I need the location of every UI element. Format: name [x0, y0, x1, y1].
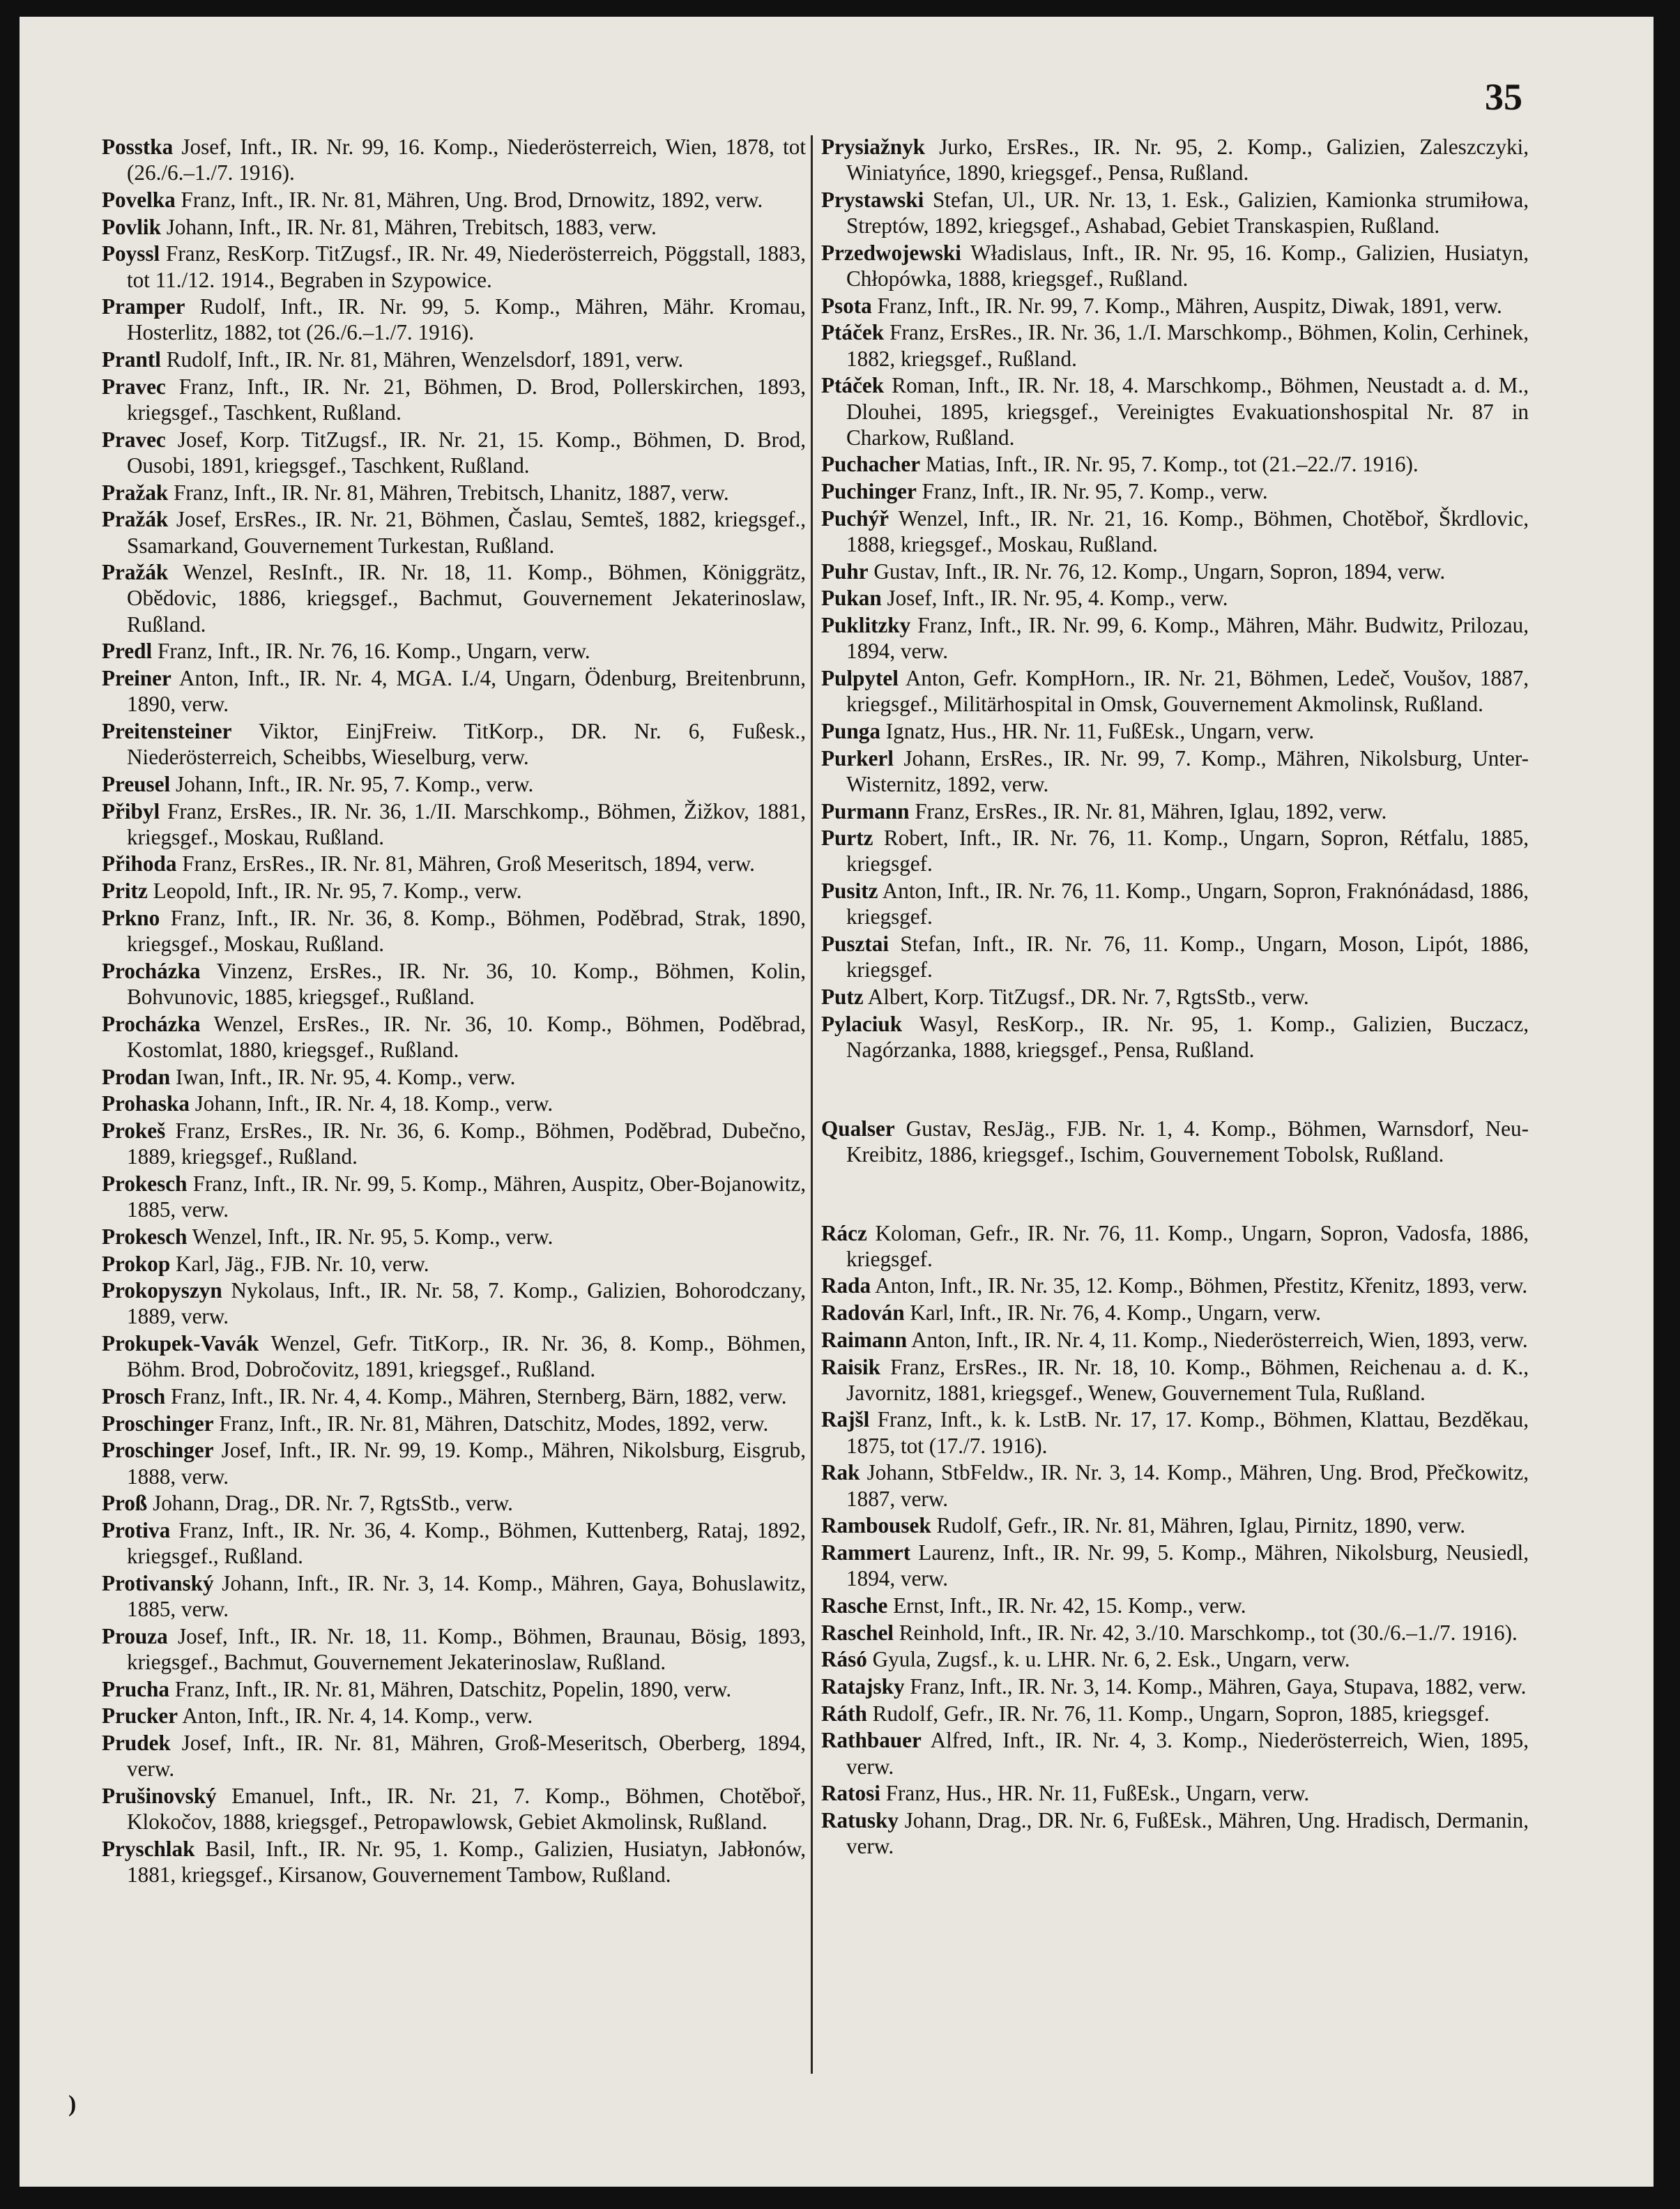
register-entry — [102, 1091, 806, 1116]
entry-surname: Radován — [821, 1300, 905, 1326]
entry-surname: Preitensteiner — [102, 718, 232, 743]
entry-surname: Proß — [102, 1491, 148, 1516]
register-entry — [102, 187, 806, 213]
register-entry — [821, 825, 1529, 876]
register-entry — [821, 1354, 1529, 1406]
entry-surname: Prucha — [102, 1676, 170, 1701]
entry-surname: Puhr — [821, 559, 869, 584]
register-entry — [102, 1011, 806, 1063]
entry-details: Rudolf, Inft., IR. Nr. 81, Mähren, Wenzelsdorf, 1891, verw. — [160, 347, 684, 372]
entry-surname: Rasche — [821, 1593, 888, 1618]
entry-surname: Pravec — [102, 374, 166, 399]
register-entry — [821, 134, 1529, 185]
entry-surname: Povelka — [102, 187, 176, 212]
register-entry — [821, 1701, 1529, 1726]
entry-details: Gyula, Zugsf., k. u. LHR. Nr. 6, 2. Esk., Ungarn, verw. — [866, 1647, 1350, 1672]
entry-details: Albert, Korp. TitZugsf., DR. Nr. 7, RgtsStb., verw. — [863, 985, 1309, 1009]
register-entry — [821, 1807, 1529, 1859]
register-entry — [821, 478, 1529, 504]
entry-surname: Predl — [102, 639, 153, 664]
entry-details: Anton, Inft., IR. Nr. 4, 14. Komp., verw. — [178, 1703, 533, 1729]
register-entry — [821, 451, 1529, 477]
register-entry — [102, 1623, 806, 1675]
entry-details: Johann, Drag., DR. Nr. 6, FußEsk., Mähren, Ung. Hradisch, Dermanin, verw. — [846, 1807, 1529, 1859]
register-entry — [102, 1517, 806, 1569]
entry-surname: Procházka — [102, 958, 201, 983]
entry-details: Wasyl, ResKorp., IR. Nr. 95, 1. Komp., Galizien, Buczacz, Nagórzanka, 1888, kriegsgef., Pensa, Rußland. — [846, 1011, 1529, 1062]
register-entry — [821, 745, 1529, 797]
entry-surname: Prokupek-Vavák — [102, 1331, 259, 1356]
entry-surname: Rada — [821, 1273, 871, 1298]
entry-surname: Preiner — [102, 666, 171, 691]
entry-details: Franz, Inft., k. k. LstB. Nr. 17, 17. Komp., Böhmen, Klattau, Bezděkau, 1875, tot (17./7. 1916). — [846, 1407, 1529, 1458]
register-entry — [102, 559, 806, 637]
entry-details: Franz, Inft., IR. Nr. 81, Mähren, Datschitz, Popelin, 1890, verw. — [169, 1676, 732, 1701]
entry-surname: Punga — [821, 718, 880, 743]
register-entry — [821, 187, 1529, 238]
register-entry — [821, 1273, 1529, 1298]
register-entry — [102, 851, 806, 876]
entry-details: Franz, Inft., IR. Nr. 99, 6. Komp., Mähren, Mähr. Budwitz, Prilozau, 1894, verw. — [846, 613, 1529, 664]
register-entry — [102, 1437, 806, 1489]
register-entry — [102, 1570, 806, 1622]
register-entry — [102, 665, 806, 717]
entry-details: Vinzenz, ErsRes., IR. Nr. 36, 10. Komp., Böhmen, Kolin, Bohvunovic, 1885, kriegsgef., Rußland. — [127, 958, 806, 1009]
entry-details: Basil, Inft., IR. Nr. 95, 1. Komp., Galizien, Husiatyn, Jabłonów, 1881, kriegsgef., Kirsanow, Gouvernement Tambow, Rußland. — [127, 1837, 806, 1888]
entry-surname: Prucker — [102, 1703, 178, 1729]
entry-details: Stefan, Ul., UR. Nr. 13, 1. Esk., Galizien, Kamionka strumiłowa, Streptów, 1892, kriegsgef., Ashabad, Gebiet Transkaspien, Rußland. — [846, 187, 1529, 238]
entry-surname: Poyssl — [102, 241, 160, 266]
entry-surname: Prušinovský — [102, 1784, 217, 1809]
entry-surname: Prokop — [102, 1251, 171, 1276]
entry-details: Franz, Inft., IR. Nr. 3, 14. Komp., Mähren, Gaya, Stupava, 1882, verw. — [904, 1673, 1527, 1699]
entry-surname: Qualser — [821, 1116, 895, 1141]
entry-surname: Protiva — [102, 1518, 171, 1543]
entry-details: Wenzel, Inft., IR. Nr. 21, 16. Komp., Böhmen, Chotěboř, Škrdlovic, 1888, kriegsgef., Moskau, Rußland. — [846, 506, 1529, 557]
entry-surname: Rácz — [821, 1220, 867, 1245]
margin-mark: ) — [68, 2091, 77, 2117]
entry-surname: Ráth — [821, 1701, 867, 1726]
register-entry — [102, 1490, 806, 1516]
entry-surname: Ratosi — [821, 1781, 880, 1806]
register-entry — [102, 374, 806, 425]
entry-details: Stefan, Inft., IR. Nr. 76, 11. Komp., Ungarn, Moson, Lipót, 1886, kriegsgef. — [846, 932, 1529, 982]
entry-surname: Rathbauer — [821, 1728, 922, 1753]
entry-details: Wenzel, ErsRes., IR. Nr. 36, 10. Komp., Böhmen, Poděbrad, Kostomlat, 1880, kriegsgef., Rußland. — [127, 1011, 806, 1062]
entry-surname: Rammert — [821, 1540, 911, 1565]
entry-surname: Raschel — [821, 1620, 894, 1645]
entry-details: Karl, Inft., IR. Nr. 76, 4. Komp., Ungarn, verw. — [904, 1300, 1321, 1326]
entry-surname: Puchýř — [821, 506, 889, 531]
entry-details: Johann, StbFeldw., IR. Nr. 3, 14. Komp., Mähren, Ung. Brod, Přečkowitz, 1887, verw. — [846, 1460, 1529, 1511]
entry-details: Josef, ErsRes., IR. Nr. 21, Böhmen, Časlau, Semteš, 1882, kriegsgef., Ssamarkand, Gouvernement Turkestan, Rußland. — [127, 507, 806, 558]
entry-surname: Pravec — [102, 427, 166, 452]
entry-details: Koloman, Gefr., IR. Nr. 76, 11. Komp., Ungarn, Sopron, Vadosfa, 1886, kriegsgef. — [846, 1220, 1529, 1271]
register-entry — [821, 1620, 1529, 1646]
entry-details: Ignatz, Hus., HR. Nr. 11, FußEsk., Ungarn, verw. — [880, 718, 1315, 743]
entry-details: Ernst, Inft., IR. Nr. 42, 15. Komp., verw. — [887, 1593, 1246, 1618]
entry-surname: Rajšl — [821, 1407, 870, 1432]
entry-details: Franz, Inft., IR. Nr. 36, 8. Komp., Böhmen, Poděbrad, Strak, 1890, kriegsgef., Moskau, Rußland. — [127, 905, 806, 957]
entry-details: Emanuel, Inft., IR. Nr. 21, 7. Komp., Böhmen, Chotěboř, Klokočov, 1888, kriegsgef., Petropawlowsk, Gebiet Akmolinsk, Rußland. — [127, 1784, 806, 1835]
register-entry — [821, 1540, 1529, 1591]
entry-details: Franz, Hus., HR. Nr. 11, FußEsk., Ungarn, verw. — [880, 1781, 1310, 1806]
register-entry — [821, 559, 1529, 584]
register-entry — [102, 1383, 806, 1409]
register-entry — [821, 1327, 1529, 1353]
entry-details: Nykolaus, Inft., IR. Nr. 58, 7. Komp., Galizien, Bohorodczany, 1889, verw. — [127, 1278, 806, 1329]
entry-details: Franz, Inft., IR. Nr. 36, 4. Komp., Böhmen, Kuttenberg, Rataj, 1892, kriegsgef., Rußland. — [127, 1518, 806, 1569]
register-entry — [102, 1836, 806, 1888]
entry-details: Anton, Gefr. KompHorn., IR. Nr. 21, Böhmen, Ledeč, Voušov, 1887, kriegsgef., Militärhospital in Omsk, Gouvernement Akmolinsk, Rußland. — [846, 666, 1529, 717]
register-entry — [821, 1727, 1529, 1779]
entry-surname: Prokesch — [102, 1224, 188, 1249]
entry-details: Rudolf, Gefr., IR. Nr. 81, Mähren, Iglau, Pirnitz, 1890, verw. — [931, 1513, 1465, 1538]
entry-details: Roman, Inft., IR. Nr. 18, 4. Marschkomp., Böhmen, Neustadt a. d. M., Dlouhei, 1895, kriegsgef., Vereinigtes Evakuationshospital Nr. 87 in Charkow, Rußland. — [846, 373, 1529, 450]
entry-details: Iwan, Inft., IR. Nr. 95, 4. Komp., verw. — [170, 1064, 516, 1089]
entry-details: Karl, Jäg., FJB. Nr. 10, verw. — [170, 1251, 429, 1276]
register-entry — [821, 718, 1529, 744]
entry-surname: Pusztai — [821, 932, 889, 957]
entry-details: Gustav, Inft., IR. Nr. 76, 12. Komp., Ungarn, Sopron, 1894, verw. — [868, 559, 1446, 584]
register-entry — [821, 798, 1529, 824]
entry-details: Wenzel, Gefr. TitKorp., IR. Nr. 36, 8. Komp., Böhmen, Böhm. Brod, Dobročovitz, 1891, kriegsgef., Rußland. — [127, 1331, 806, 1382]
register-entry — [102, 347, 806, 372]
register-entry — [102, 1171, 806, 1222]
entry-details: Josef, Korp. TitZugsf., IR. Nr. 21, 15. Komp., Böhmen, D. Brod, Ousobi, 1891, kriegsgef., Taschkent, Rußland. — [127, 427, 806, 478]
entry-details: Franz, Inft., IR. Nr. 81, Mähren, Trebitsch, Lhanitz, 1887, verw. — [168, 480, 729, 505]
entry-surname: Puklitzky — [821, 613, 911, 638]
entry-details: Franz, ErsRes., IR. Nr. 18, 10. Komp., Böhmen, Reichenau a. d. K., Javornitz, 1881, kriegsgef., Wenew, Gouvernement Tula, Rußland. — [846, 1354, 1529, 1405]
entry-surname: Prodan — [102, 1064, 171, 1089]
entry-surname: Pukan — [821, 586, 882, 611]
entry-surname: Prokopyszyn — [102, 1278, 222, 1303]
entry-details: Gustav, ResJäg., FJB. Nr. 1, 4. Komp., Böhmen, Warnsdorf, Neu-Kreibitz, 1886, kriegsgef., Ischim, Gouvernement Tobolsk, Rußland. — [846, 1116, 1529, 1167]
entry-surname: Prokesch — [102, 1171, 188, 1196]
entry-details: Franz, Inft., IR. Nr. 81, Mähren, Ung. Brod, Drnowitz, 1892, verw. — [175, 187, 763, 212]
register-entry — [821, 1220, 1529, 1272]
register-entry — [102, 1064, 806, 1090]
register-entry — [102, 427, 806, 478]
register-entry — [821, 931, 1529, 982]
register-entry — [102, 718, 806, 770]
register-entry — [821, 665, 1529, 717]
register-entry — [821, 1300, 1529, 1326]
entry-surname: Pražak — [102, 480, 169, 505]
entry-details: Władislaus, Inft., IR. Nr. 95, 16. Komp., Galizien, Husiatyn, Chłopówka, 1888, kriegsgef., Rußland. — [846, 240, 1529, 291]
entry-details: Josef, Inft., IR. Nr. 18, 11. Komp., Böhmen, Braunau, Bösig, 1893, kriegsgef., Bachmut, Gouvernement Jekaterinoslaw, Rußland. — [127, 1623, 806, 1675]
register-entry — [821, 1512, 1529, 1538]
entry-details: Johann, Inft., IR. Nr. 3, 14. Komp., Mähren, Gaya, Bohuslawitz, 1885, verw. — [127, 1570, 806, 1622]
entry-surname: Přihoda — [102, 851, 177, 876]
entry-details: Franz, Inft., IR. Nr. 81, Mähren, Datschitz, Modes, 1892, verw. — [213, 1411, 769, 1436]
entry-details: Johann, Inft., IR. Nr. 95, 7. Komp., verw. — [170, 771, 534, 796]
entry-surname: Procházka — [102, 1011, 201, 1036]
entry-surname: Ratajsky — [821, 1673, 905, 1699]
register-entry — [102, 1118, 806, 1169]
entry-surname: Ratusky — [821, 1807, 899, 1832]
entry-details: Robert, Inft., IR. Nr. 76, 11. Komp., Ungarn, Sopron, Rétfalu, 1885, kriegsgef. — [846, 826, 1529, 876]
entry-surname: Prystawski — [821, 187, 924, 212]
register-entry — [102, 1676, 806, 1702]
register-entry — [821, 1593, 1529, 1618]
entry-details: Anton, Inft., IR. Nr. 4, MGA. I./4, Ungarn, Ödenburg, Breitenbrunn, 1890, verw. — [127, 666, 806, 717]
entry-surname: Purkerl — [821, 745, 894, 771]
section-gap — [821, 1064, 1529, 1116]
entry-surname: Prkno — [102, 905, 160, 930]
entry-surname: Proschinger — [102, 1411, 214, 1436]
entry-surname: Prohaska — [102, 1091, 190, 1116]
register-entry — [102, 214, 806, 240]
register-entry — [102, 798, 806, 850]
entry-details: Johann, Drag., DR. Nr. 7, RgtsStb., verw. — [147, 1491, 513, 1516]
section-gap — [821, 1169, 1529, 1220]
entry-surname: Pramper — [102, 294, 185, 319]
entry-details: Laurenz, Inft., IR. Nr. 99, 5. Komp., Mähren, Nikolsburg, Neusiedl, 1894, verw. — [846, 1540, 1529, 1591]
entry-details: Franz, Inft., IR. Nr. 21, Böhmen, D. Brod, Pollerskirchen, 1893, kriegsgef., Taschkent, Rußland. — [127, 374, 806, 425]
register-entry — [821, 1459, 1529, 1511]
entry-surname: Ptáček — [821, 320, 885, 345]
register-entry — [102, 1277, 806, 1329]
entry-details: Johann, Inft., IR. Nr. 4, 18. Komp., verw. — [189, 1091, 553, 1116]
register-entry — [821, 585, 1529, 611]
left-column — [102, 134, 806, 1889]
entry-surname: Przedwojewski — [821, 240, 961, 265]
register-entry — [102, 771, 806, 797]
register-entry — [102, 506, 806, 558]
entry-surname: Rambousek — [821, 1513, 931, 1538]
entry-details: Josef, Inft., IR. Nr. 99, 19. Komp., Mähren, Nikolsburg, Eisgrub, 1888, verw. — [127, 1438, 806, 1489]
entry-surname: Pražák — [102, 507, 169, 532]
register-entry — [102, 958, 806, 1010]
entry-details: Franz, ErsRes., IR. Nr. 36, 1./II. Marschkomp., Böhmen, Žižkov, 1881, kriegsgef., Moskau, Rußland. — [127, 798, 806, 849]
entry-surname: Ptáček — [821, 373, 885, 398]
register-entry — [102, 134, 806, 185]
entry-surname: Rak — [821, 1460, 860, 1485]
register-entry — [821, 506, 1529, 557]
entry-surname: Purmann — [821, 798, 910, 823]
entry-details: Franz, Inft., IR. Nr. 99, 7. Komp., Mähren, Auspitz, Diwak, 1891, verw. — [871, 293, 1502, 318]
column-divider — [811, 135, 813, 2074]
entry-surname: Psota — [821, 293, 872, 318]
register-entry — [102, 1783, 806, 1835]
entry-details: Viktor, EinjFreiw. TitKorp., DR. Nr. 6, Fußesk., Niederösterreich, Scheibbs, Wieselburg, verw. — [127, 718, 806, 770]
register-entry — [821, 612, 1529, 664]
entry-surname: Raisik — [821, 1354, 880, 1379]
entry-details: Josef, Inft., IR. Nr. 95, 4. Komp., verw. — [881, 586, 1228, 611]
entry-surname: Raimann — [821, 1327, 908, 1352]
entry-details: Johann, Inft., IR. Nr. 81, Mähren, Trebitsch, 1883, verw. — [160, 214, 657, 239]
register-entry — [821, 1406, 1529, 1458]
entry-surname: Proschinger — [102, 1438, 214, 1463]
register-entry — [102, 1224, 806, 1250]
register-entry — [102, 1730, 806, 1782]
register-entry — [102, 241, 806, 292]
entry-details: Anton, Inft., IR. Nr. 35, 12. Komp., Böhmen, Přestitz, Křenitz, 1893, verw. — [871, 1273, 1528, 1298]
entry-surname: Pylaciuk — [821, 1011, 903, 1036]
entry-surname: Putz — [821, 985, 864, 1009]
entry-surname: Pritz — [102, 879, 148, 904]
entry-details: Reinhold, Inft., IR. Nr. 42, 3./10. Marschkomp., tot (30./6.–1./7. 1916). — [893, 1620, 1518, 1645]
register-entry — [821, 1673, 1529, 1699]
entry-details: Franz, Inft., IR. Nr. 4, 4. Komp., Mähren, Sternberg, Bärn, 1882, verw. — [165, 1384, 787, 1409]
register-entry — [102, 1251, 806, 1277]
entry-details: Franz, ResKorp. TitZugsf., IR. Nr. 49, Niederösterreich, Pöggstall, 1883, tot 11./12. 1914., Begraben in Szypowice. — [127, 241, 806, 292]
entry-surname: Puchacher — [821, 452, 921, 477]
entry-details: Rudolf, Inft., IR. Nr. 99, 5. Komp., Mähren, Mähr. Kromau, Hosterlitz, 1882, tot (26./6.–1./7. 1916). — [127, 294, 806, 345]
register-entry — [102, 1703, 806, 1729]
register-entry — [821, 372, 1529, 450]
entry-details: Franz, Inft., IR. Nr. 95, 7. Komp., verw. — [916, 479, 1268, 504]
entry-details: Franz, ErsRes., IR. Nr. 36, 1./I. Marschkomp., Böhmen, Kolin, Cerhinek, 1882, kriegsgef., Rußland. — [846, 320, 1529, 371]
entry-surname: Pražák — [102, 560, 169, 585]
entry-surname: Prokeš — [102, 1118, 166, 1144]
entry-details: Franz, Inft., IR. Nr. 99, 5. Komp., Mähren, Auspitz, Ober-Bojanowitz, 1885, verw. — [127, 1171, 806, 1222]
entry-details: Josef, Inft., IR. Nr. 81, Mähren, Groß-Meseritsch, Oberberg, 1894, verw. — [127, 1731, 806, 1782]
entry-surname: Pusitz — [821, 879, 878, 904]
entry-surname: Prantl — [102, 347, 161, 372]
register-entry — [821, 240, 1529, 291]
entry-surname: Puchinger — [821, 479, 917, 504]
register-entry — [821, 1780, 1529, 1806]
entry-details: Anton, Inft., IR. Nr. 76, 11. Komp., Ungarn, Sopron, Fraknónádasd, 1886, kriegsgef. — [846, 879, 1529, 929]
register-entry — [102, 905, 806, 957]
entry-details: Alfred, Inft., IR. Nr. 4, 3. Komp., Niederösterreich, Wien, 1895, verw. — [846, 1728, 1529, 1779]
register-entry — [821, 293, 1529, 319]
register-entry — [102, 1411, 806, 1436]
register-entry — [102, 480, 806, 506]
register-entry — [821, 878, 1529, 929]
entry-details: Franz, Inft., IR. Nr. 76, 16. Komp., Ungarn, verw. — [152, 639, 590, 664]
entry-details: Anton, Inft., IR. Nr. 4, 11. Komp., Niederösterreich, Wien, 1893, verw. — [907, 1327, 1528, 1352]
entry-surname: Posstka — [102, 135, 174, 159]
entry-surname: Pryschlak — [102, 1837, 195, 1861]
entry-surname: Pulpytel — [821, 666, 899, 691]
entry-details: Franz, ErsRes., IR. Nr. 36, 6. Komp., Böhmen, Poděbrad, Dubečno, 1889, kriegsgef., Rußland. — [127, 1118, 806, 1169]
entry-details: Jurko, ErsRes., IR. Nr. 95, 2. Komp., Galizien, Zaleszczyki, Winiatyńce, 1890, kriegsgef., Pensa, Rußland. — [846, 135, 1529, 185]
entry-details: Wenzel, Inft., IR. Nr. 95, 5. Komp., verw. — [187, 1224, 553, 1249]
register-entry — [821, 1116, 1529, 1167]
register-entry — [102, 638, 806, 664]
entry-surname: Prouza — [102, 1623, 168, 1648]
entry-surname: Prosch — [102, 1384, 166, 1409]
entry-details: Franz, ErsRes., IR. Nr. 81, Mähren, Groß Meseritsch, 1894, verw. — [176, 851, 755, 876]
entry-details: Josef, Inft., IR. Nr. 99, 16. Komp., Niederösterreich, Wien, 1878, tot (26./6.–1./7. 1916). — [127, 135, 806, 185]
entry-details: Leopold, Inft., IR. Nr. 95, 7. Komp., verw. — [147, 879, 522, 904]
register-entry — [821, 984, 1529, 1010]
register-entry — [102, 294, 806, 345]
entry-surname: Prudek — [102, 1731, 171, 1756]
entry-details: Rudolf, Gefr., IR. Nr. 76, 11. Komp., Ungarn, Sopron, 1885, kriegsgef. — [866, 1701, 1490, 1726]
entry-surname: Purtz — [821, 826, 873, 851]
entry-surname: Přibyl — [102, 798, 160, 823]
entry-details: Matias, Inft., IR. Nr. 95, 7. Komp., tot (21.–22./7. 1916). — [920, 452, 1419, 477]
register-entry — [102, 1330, 806, 1382]
right-column — [821, 134, 1529, 1860]
entry-details: Johann, ErsRes., IR. Nr. 99, 7. Komp., Mähren, Nikolsburg, Unter-Wisternitz, 1892, verw. — [846, 745, 1529, 796]
entry-surname: Rásó — [821, 1647, 867, 1672]
register-entry — [821, 1011, 1529, 1063]
entry-details: Franz, ErsRes., IR. Nr. 81, Mähren, Iglau, 1892, verw. — [909, 798, 1387, 823]
register-entry — [821, 319, 1529, 371]
register-entry — [102, 878, 806, 904]
register-entry — [821, 1646, 1529, 1672]
page-number: 35 — [1485, 76, 1522, 118]
entry-surname: Povlik — [102, 214, 161, 239]
entry-details: Wenzel, ResInft., IR. Nr. 18, 11. Komp., Böhmen, Königgrätz, Obědovic, 1886, kriegsgef., Bachmut, Gouvernement Jekaterinoslaw, Rußland. — [127, 560, 806, 637]
entry-surname: Protivanský — [102, 1570, 214, 1595]
entry-surname: Prysiažnyk — [821, 135, 926, 159]
entry-surname: Preusel — [102, 771, 171, 796]
document-page — [20, 17, 1654, 2187]
